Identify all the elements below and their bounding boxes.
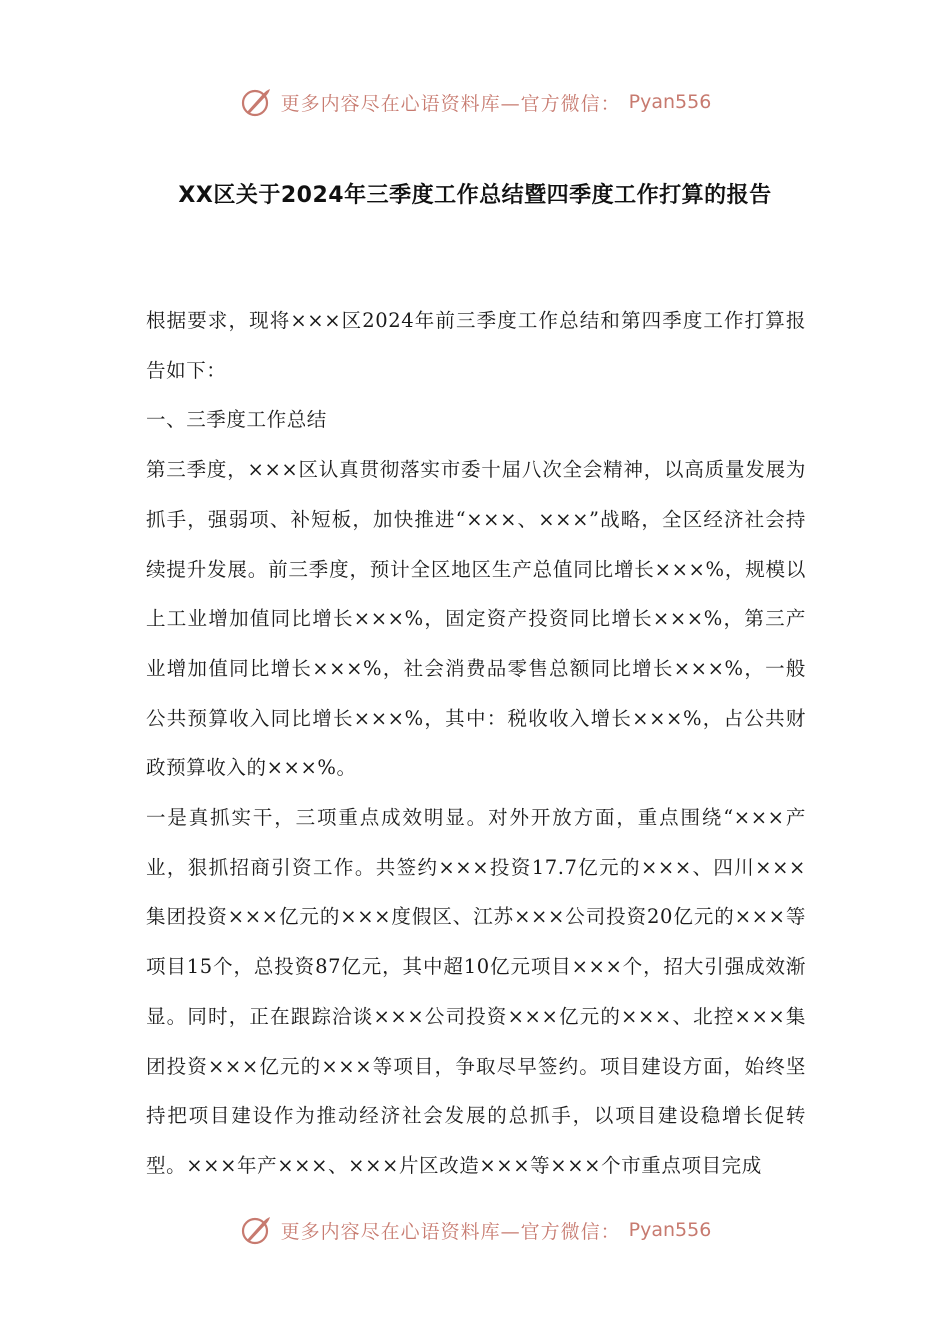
- document-title: XX区关于2024年三季度工作总结暨四季度工作打算的报告: [178, 183, 772, 208]
- watermark-wechat-id: Pyan556: [628, 91, 712, 113]
- paragraph-intro: 根据要求，现将×××区2024年前三季度工作总结和第四季度工作打算报告如下：: [146, 309, 806, 382]
- paragraph-summary: 第三季度，×××区认真贯彻落实市委十届八次全会精神，以高质量发展为抓手，强弱项、补短板，加快推进“×××、×××”战略，全区经济社会持续提升发展。前三季度，预计全区地区生产总值同比增长×××%，规模以上工业增加值同比增长×××%，固定资产投资同比增长×××%，第三产业增加值同比增长×××%，社会消费品零售总额同比增长×××%，一般公共预算收入同比增长×××%，其中：税收收入增长×××%，占公共财政预算收入的×××%。: [146, 458, 806, 780]
- watermark-wechat-id: Pyan556: [628, 1219, 712, 1241]
- watermark-text: 更多内容尽在心语资料库—官方微信：: [280, 92, 621, 115]
- quill-logo-icon: [239, 1213, 273, 1247]
- watermark-text: 更多内容尽在心语资料库—官方微信：: [280, 1220, 621, 1243]
- document-body: [146, 296, 806, 1191]
- section-heading: 一、三季度工作总结: [146, 408, 327, 432]
- watermark-header: [0, 82, 950, 122]
- watermark-footer: [0, 1210, 950, 1250]
- paragraph-point-one: 一是真抓实干，三项重点成效明显。对外开放方面，重点围绕“×××产业，狠抓招商引资工作。共签约×××投资17.7亿元的×××、四川×××集团投资×××亿元的×××度假区、江苏×××公司投资20亿元的×××等项目15个，总投资87亿元，其中超10亿元项目×××个，招大引强成效渐显。同时，正在跟踪洽谈×××公司投资×××亿元的×××、北控×××集团投资×××亿元的×××等项目，争取尽早签约。项目建设方面，始终坚持把项目建设作为推动经济社会发展的总抓手，以项目建设稳增长促转型。×××年产×××、×××片区改造×××等×××个市重点项目完成: [146, 806, 806, 1177]
- quill-logo-icon: [239, 85, 273, 119]
